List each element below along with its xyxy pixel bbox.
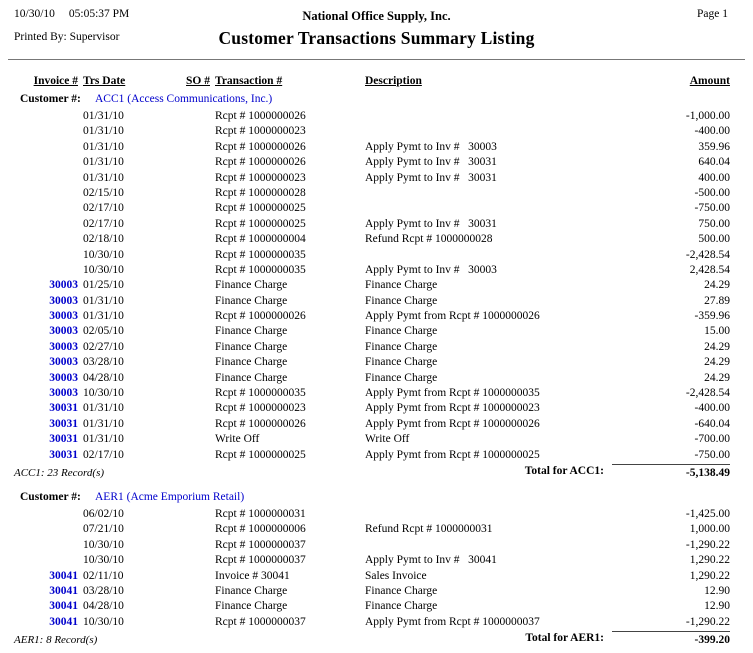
cell-transaction: Rcpt # 1000000028: [215, 186, 306, 199]
cell-description: Apply Pymt to Inv # 30003: [365, 263, 497, 276]
cell-trs-date: 10/30/10: [83, 248, 124, 261]
cell-transaction: Finance Charge: [215, 340, 288, 353]
transaction-row: [0, 201, 753, 216]
cell-transaction: Finance Charge: [215, 600, 288, 613]
cell-invoice-number[interactable]: 30041: [49, 569, 78, 582]
report-body: [0, 93, 753, 649]
transaction-row: [0, 401, 753, 416]
transaction-row: [0, 553, 753, 568]
cell-trs-date: 01/31/10: [83, 402, 124, 415]
transaction-row: [0, 217, 753, 232]
col-invoice: Invoice #: [33, 75, 78, 87]
cell-amount: -1,290.22: [685, 615, 730, 628]
cell-trs-date: 01/31/10: [83, 310, 124, 323]
cell-invoice-number: [14, 538, 78, 553]
cell-transaction: Rcpt # 1000000023: [215, 125, 306, 138]
cell-description: Apply Pymt from Rcpt # 1000000025: [365, 448, 540, 461]
transaction-row: [0, 109, 753, 124]
total-label: Total for ACC1:: [524, 464, 604, 477]
col-amount: Amount: [689, 75, 730, 87]
customer-line: [0, 491, 753, 507]
cell-trs-date: 01/31/10: [83, 294, 124, 307]
cell-amount: 24.29: [704, 279, 730, 292]
cell-invoice-number: [14, 186, 78, 201]
cell-description: Apply Pymt to Inv # 30031: [365, 217, 497, 230]
cell-transaction: Finance Charge: [215, 294, 288, 307]
cell-invoice-number[interactable]: 30003: [49, 310, 78, 323]
cell-transaction: Rcpt # 1000000026: [215, 310, 306, 323]
cell-amount: -500.00: [694, 186, 730, 199]
cell-transaction: Rcpt # 1000000035: [215, 387, 306, 400]
cell-so-number: [178, 355, 210, 370]
cell-so-number: [178, 109, 210, 124]
cell-trs-date: 02/11/10: [83, 569, 124, 582]
cell-amount: -750.00: [694, 448, 730, 461]
cell-so-number: [178, 232, 210, 247]
cell-description: Finance Charge: [365, 600, 438, 613]
transaction-row: [0, 155, 753, 170]
cell-transaction: Rcpt # 1000000026: [215, 110, 306, 122]
cell-description: Finance Charge: [365, 356, 438, 369]
cell-description: Apply Pymt to Inv # 30031: [365, 156, 497, 169]
cell-amount: -2,428.54: [685, 387, 730, 400]
cell-invoice-number[interactable]: 30041: [49, 615, 78, 628]
transaction-row: [0, 140, 753, 155]
cell-transaction: Finance Charge: [215, 356, 288, 369]
cell-invoice-number: [14, 155, 78, 170]
cell-amount: 359.96: [698, 140, 730, 153]
cell-so-number: [178, 371, 210, 386]
cell-description: Sales Invoice: [365, 569, 427, 582]
cell-transaction: Rcpt # 1000000026: [215, 140, 306, 153]
cell-invoice-number: [14, 124, 78, 139]
cell-invoice-number: [14, 232, 78, 247]
cell-trs-date: 01/31/10: [83, 110, 124, 122]
cell-description: Finance Charge: [365, 279, 438, 292]
cell-trs-date: 02/27/10: [83, 340, 124, 353]
customer-name[interactable]: ACC1 (Access Communications, Inc.): [95, 93, 273, 105]
transaction-row: [0, 448, 753, 463]
section-total-row: [0, 464, 753, 482]
cell-so-number: [178, 538, 210, 553]
cell-invoice-number: [14, 522, 78, 537]
transaction-row: [0, 324, 753, 339]
col-trs-date: Trs Date: [83, 75, 126, 87]
cell-amount: -400.00: [694, 402, 730, 415]
cell-invoice-number[interactable]: 30041: [49, 600, 78, 613]
cell-description: Finance Charge: [365, 294, 438, 307]
cell-transaction: Rcpt # 1000000023: [215, 402, 306, 415]
cell-amount: -1,000.00: [685, 110, 730, 122]
cell-so-number: [178, 615, 210, 630]
cell-trs-date: 02/15/10: [83, 186, 124, 199]
cell-invoice-number[interactable]: 30041: [49, 584, 78, 597]
cell-description: Apply Pymt to Inv # 30041: [365, 554, 497, 567]
cell-description: [362, 538, 612, 553]
cell-description: Write Off: [365, 433, 410, 446]
cell-amount: 27.89: [704, 294, 730, 307]
cell-invoice-number[interactable]: 30003: [49, 371, 78, 384]
cell-trs-date: 07/21/10: [83, 523, 124, 536]
total-amount: -399.20: [612, 631, 730, 646]
cell-description: Refund Rcpt # 1000000031: [365, 523, 493, 536]
transaction-row: [0, 599, 753, 614]
cell-amount: -700.00: [694, 433, 730, 446]
cell-trs-date: 10/30/10: [83, 615, 124, 628]
report-title: Customer Transactions Summary Listing: [218, 28, 535, 48]
cell-invoice-number[interactable]: 30003: [49, 387, 78, 400]
page-number: Page 1: [697, 8, 728, 20]
cell-description: Refund Rcpt # 1000000028: [365, 233, 493, 246]
cell-so-number: [178, 186, 210, 201]
customer-section: [0, 491, 753, 649]
cell-amount: 1,290.22: [689, 554, 730, 567]
company-name: National Office Supply, Inc.: [302, 9, 451, 23]
cell-amount: 750.00: [698, 217, 730, 230]
cell-so-number: [178, 432, 210, 447]
cell-amount: -400.00: [694, 125, 730, 138]
transaction-row: [0, 294, 753, 309]
transaction-row: [0, 186, 753, 201]
cell-trs-date: 02/17/10: [83, 217, 124, 230]
cell-trs-date: 02/17/10: [83, 448, 124, 461]
column-headers: [0, 75, 753, 92]
cell-amount: -640.04: [694, 417, 730, 430]
cell-so-number: [178, 201, 210, 216]
cell-trs-date: 06/02/10: [83, 507, 124, 520]
cell-transaction: Rcpt # 1000000004: [215, 233, 306, 246]
cell-trs-date: 01/31/10: [83, 417, 124, 430]
cell-so-number: [178, 278, 210, 293]
transaction-row: [0, 124, 753, 139]
cell-trs-date: 01/31/10: [83, 125, 124, 138]
cell-description: Finance Charge: [365, 340, 438, 353]
cell-so-number: [178, 217, 210, 232]
cell-so-number: [178, 294, 210, 309]
cell-transaction: Rcpt # 1000000037: [215, 538, 306, 551]
transaction-row: [0, 232, 753, 247]
cell-description: [362, 507, 612, 522]
cell-trs-date: 01/25/10: [83, 279, 124, 292]
cell-so-number: [178, 584, 210, 599]
cell-transaction: Rcpt # 1000000025: [215, 448, 306, 461]
cell-so-number: [178, 569, 210, 584]
cell-invoice-number[interactable]: 30003: [49, 294, 78, 307]
cell-invoice-number: [14, 553, 78, 568]
cell-transaction: Rcpt # 1000000025: [215, 202, 306, 215]
cell-trs-date: 01/31/10: [83, 156, 124, 169]
cell-invoice-number: [14, 109, 78, 124]
cell-invoice-number[interactable]: 30003: [49, 340, 78, 353]
cell-trs-date: 02/17/10: [83, 202, 124, 215]
printed-by: Printed By: Supervisor: [14, 31, 120, 43]
total-amount: -5,138.49: [612, 464, 730, 479]
cell-invoice-number: [14, 507, 78, 522]
cell-trs-date: 03/28/10: [83, 356, 124, 369]
cell-invoice-number[interactable]: 30003: [49, 356, 78, 369]
cell-amount: -750.00: [694, 202, 730, 215]
cell-transaction: Finance Charge: [215, 371, 288, 384]
cell-description: Finance Charge: [365, 325, 438, 338]
transaction-row: [0, 309, 753, 324]
col-so: SO #: [186, 75, 210, 87]
cell-transaction: Rcpt # 1000000023: [215, 171, 306, 184]
print-date: 10/30/10: [14, 8, 55, 20]
cell-amount: -2,428.54: [685, 248, 730, 261]
cell-amount: 500.00: [698, 233, 730, 246]
print-time: 05:05:37 PM: [68, 8, 130, 20]
cell-so-number: [178, 522, 210, 537]
transaction-row: [0, 538, 753, 553]
cell-trs-date: 01/31/10: [83, 433, 124, 446]
cell-transaction: Rcpt # 1000000026: [215, 417, 306, 430]
record-count: AER1: 8 Record(s): [14, 634, 98, 647]
cell-transaction: Finance Charge: [215, 584, 288, 597]
cell-transaction: Finance Charge: [215, 325, 288, 338]
cell-amount: -359.96: [694, 310, 730, 323]
cell-description: Apply Pymt to Inv # 30031: [365, 171, 497, 184]
cell-so-number: [178, 309, 210, 324]
cell-description: Finance Charge: [365, 371, 438, 384]
cell-trs-date: 10/30/10: [83, 263, 124, 276]
cell-description: Finance Charge: [365, 584, 438, 597]
cell-invoice-number: [14, 171, 78, 186]
cell-amount: -1,290.22: [685, 538, 730, 551]
total-label: Total for AER1:: [525, 632, 604, 645]
cell-so-number: [178, 386, 210, 401]
cell-description: [362, 124, 612, 139]
transaction-row: [0, 507, 753, 522]
cell-amount: 24.29: [704, 356, 730, 369]
cell-amount: 24.29: [704, 371, 730, 384]
cell-invoice-number[interactable]: 30003: [49, 279, 78, 292]
cell-transaction: Rcpt # 1000000031: [215, 507, 306, 520]
customer-section: [0, 93, 753, 482]
cell-so-number: [178, 448, 210, 463]
cell-so-number: [178, 140, 210, 155]
cell-so-number: [178, 124, 210, 139]
transaction-row: [0, 171, 753, 186]
cell-amount: -1,425.00: [685, 507, 730, 520]
header-divider: [8, 59, 745, 60]
cell-trs-date: 10/30/10: [83, 554, 124, 567]
cell-transaction: Invoice # 30041: [215, 569, 290, 582]
transaction-row: [0, 386, 753, 401]
cell-transaction: Rcpt # 1000000025: [215, 217, 306, 230]
transaction-row: [0, 278, 753, 293]
cell-transaction: Rcpt # 1000000035: [215, 263, 306, 276]
cell-transaction: Rcpt # 1000000006: [215, 523, 306, 536]
cell-invoice-number[interactable]: 30003: [49, 325, 78, 338]
cell-invoice-number[interactable]: 30031: [49, 402, 78, 415]
customer-name[interactable]: AER1 (Acme Emporium Retail): [95, 490, 245, 503]
section-rows: [0, 507, 753, 630]
cell-invoice-number: [14, 217, 78, 232]
cell-description: [362, 186, 612, 201]
cell-amount: 24.29: [704, 340, 730, 353]
cell-amount: 12.90: [704, 584, 730, 597]
cell-amount: 15.00: [704, 325, 730, 338]
cell-invoice-number[interactable]: 30031: [49, 433, 78, 446]
cell-trs-date: 01/31/10: [83, 140, 124, 153]
cell-invoice-number: [14, 263, 78, 278]
cell-trs-date: 10/30/10: [83, 538, 124, 551]
cell-description: Apply Pymt to Inv # 30003: [365, 140, 497, 153]
transaction-row: [0, 615, 753, 630]
cell-trs-date: 02/18/10: [83, 233, 124, 246]
cell-trs-date: 03/28/10: [83, 584, 124, 597]
transaction-row: [0, 355, 753, 370]
cell-so-number: [178, 599, 210, 614]
customer-label: Customer #:: [20, 490, 81, 503]
cell-trs-date: 04/28/10: [83, 600, 124, 613]
transaction-row: [0, 569, 753, 584]
transaction-row: [0, 522, 753, 537]
cell-trs-date: 04/28/10: [83, 371, 124, 384]
transaction-row: [0, 263, 753, 278]
cell-amount: 12.90: [704, 600, 730, 613]
cell-transaction: Rcpt # 1000000035: [215, 248, 306, 261]
transaction-row: [0, 340, 753, 355]
cell-invoice-number[interactable]: 30031: [49, 448, 78, 461]
col-transaction: Transaction #: [215, 75, 283, 87]
cell-so-number: [178, 263, 210, 278]
cell-so-number: [178, 155, 210, 170]
transaction-row: [0, 584, 753, 599]
section-total-row: [0, 631, 753, 649]
cell-transaction: Finance Charge: [215, 279, 288, 292]
cell-description: [362, 201, 612, 216]
cell-invoice-number[interactable]: 30031: [49, 417, 78, 430]
customer-label: Customer #:: [20, 93, 81, 105]
section-rows: [0, 109, 753, 463]
cell-transaction: Rcpt # 1000000037: [215, 615, 306, 628]
cell-transaction: Rcpt # 1000000026: [215, 156, 306, 169]
cell-invoice-number: [14, 248, 78, 263]
record-count: ACC1: 23 Record(s): [14, 466, 105, 479]
cell-description: Apply Pymt from Rcpt # 1000000037: [365, 615, 540, 628]
cell-so-number: [178, 171, 210, 186]
transaction-row: [0, 248, 753, 263]
cell-description: Apply Pymt from Rcpt # 1000000035: [365, 387, 540, 400]
cell-so-number: [178, 248, 210, 263]
cell-amount: 640.04: [698, 156, 730, 169]
col-description: Description: [365, 75, 422, 87]
cell-amount: 1,000.00: [689, 523, 730, 536]
transaction-row: [0, 371, 753, 386]
report-header: [0, 0, 753, 60]
cell-so-number: [178, 553, 210, 568]
cell-so-number: [178, 324, 210, 339]
cell-trs-date: 10/30/10: [83, 387, 124, 400]
cell-so-number: [178, 401, 210, 416]
transaction-row: [0, 432, 753, 447]
header-row-2: [0, 28, 753, 54]
header-row-1: [0, 8, 753, 28]
cell-invoice-number: [14, 140, 78, 155]
customer-line: [0, 93, 753, 109]
cell-amount: 1,290.22: [689, 569, 730, 582]
cell-description: [362, 248, 612, 263]
cell-description: Apply Pymt from Rcpt # 1000000026: [365, 417, 540, 430]
cell-description: Apply Pymt from Rcpt # 1000000026: [365, 310, 540, 323]
cell-transaction: Write Off: [215, 433, 260, 446]
cell-amount: 2,428.54: [689, 263, 730, 276]
cell-so-number: [178, 417, 210, 432]
cell-so-number: [178, 340, 210, 355]
cell-invoice-number: [14, 201, 78, 216]
transaction-row: [0, 417, 753, 432]
cell-trs-date: 01/31/10: [83, 171, 124, 184]
cell-transaction: Rcpt # 1000000037: [215, 554, 306, 567]
cell-description: [362, 109, 612, 124]
cell-trs-date: 02/05/10: [83, 325, 124, 338]
print-date-time: [14, 8, 129, 20]
cell-description: Apply Pymt from Rcpt # 1000000023: [365, 402, 540, 415]
cell-amount: 400.00: [698, 171, 730, 184]
cell-so-number: [178, 507, 210, 522]
